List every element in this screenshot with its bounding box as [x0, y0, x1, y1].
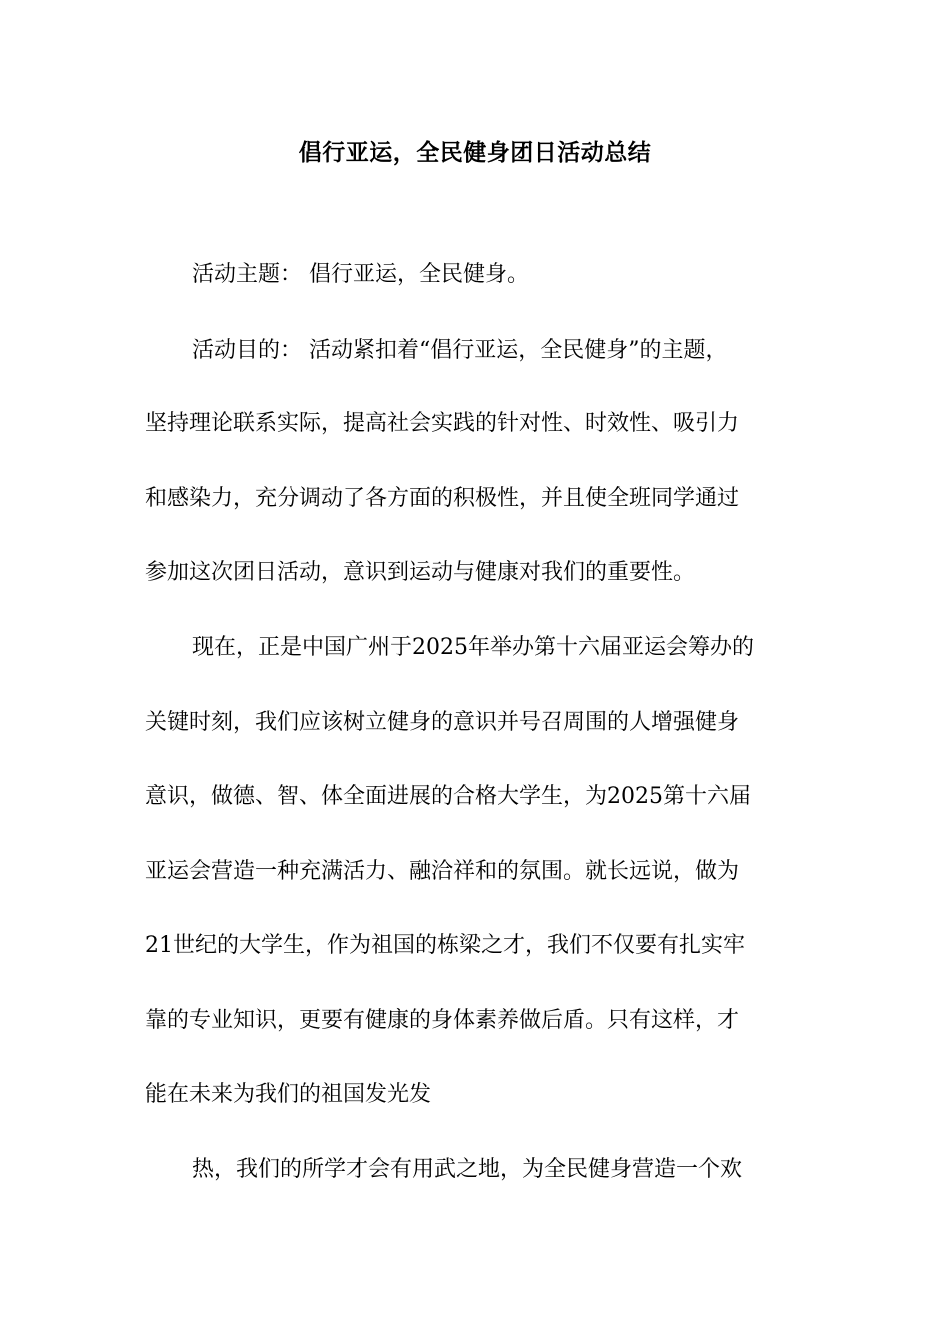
paragraph-line: 参加这次团日活动，意识到运动与健康对我们的重要性。 — [145, 560, 696, 585]
paragraph-line: 热，我们的所学才会有用武之地，为全民健身营造一个欢 — [192, 1157, 743, 1182]
paragraph-line: 意识，做德、智、体全面进展的合格大学生，为2025第十六届 — [145, 784, 751, 809]
paragraph-line: 坚持理论联系实际，提高社会实践的针对性、时效性、吸引力 — [145, 411, 740, 436]
paragraph-line: 亚运会营造一种充满活力、融洽祥和的氛围。就长远说，做为 — [145, 859, 740, 884]
paragraph-line: 靠的专业知识，更要有健康的身体素养做后盾。只有这样，才 — [145, 1008, 740, 1033]
document-title: 倡行亚运，全民健身团日活动总结 — [298, 139, 652, 166]
paragraph-line: 能在未来为我们的祖国发光发 — [145, 1082, 432, 1107]
paragraph-line: 21世纪的大学生，作为祖国的栋梁之才，我们不仅要有扎实牢 — [145, 933, 745, 958]
paragraph-line-purpose: 活动目的： 活动紧扣着“倡行亚运，全民健身”的主题， — [192, 338, 728, 363]
paragraph-line: 关键时刻，我们应该树立健身的意识并号召周围的人增强健身 — [145, 710, 740, 735]
paragraph-line-theme: 活动主题： 倡行亚运，全民健身。 — [192, 262, 529, 287]
paragraph-line: 现在，正是中国广州于2025年举办第十六届亚运会筹办的 — [192, 635, 754, 660]
paragraph-line: 和感染力，充分调动了各方面的积极性，并且使全班同学通过 — [145, 486, 740, 511]
